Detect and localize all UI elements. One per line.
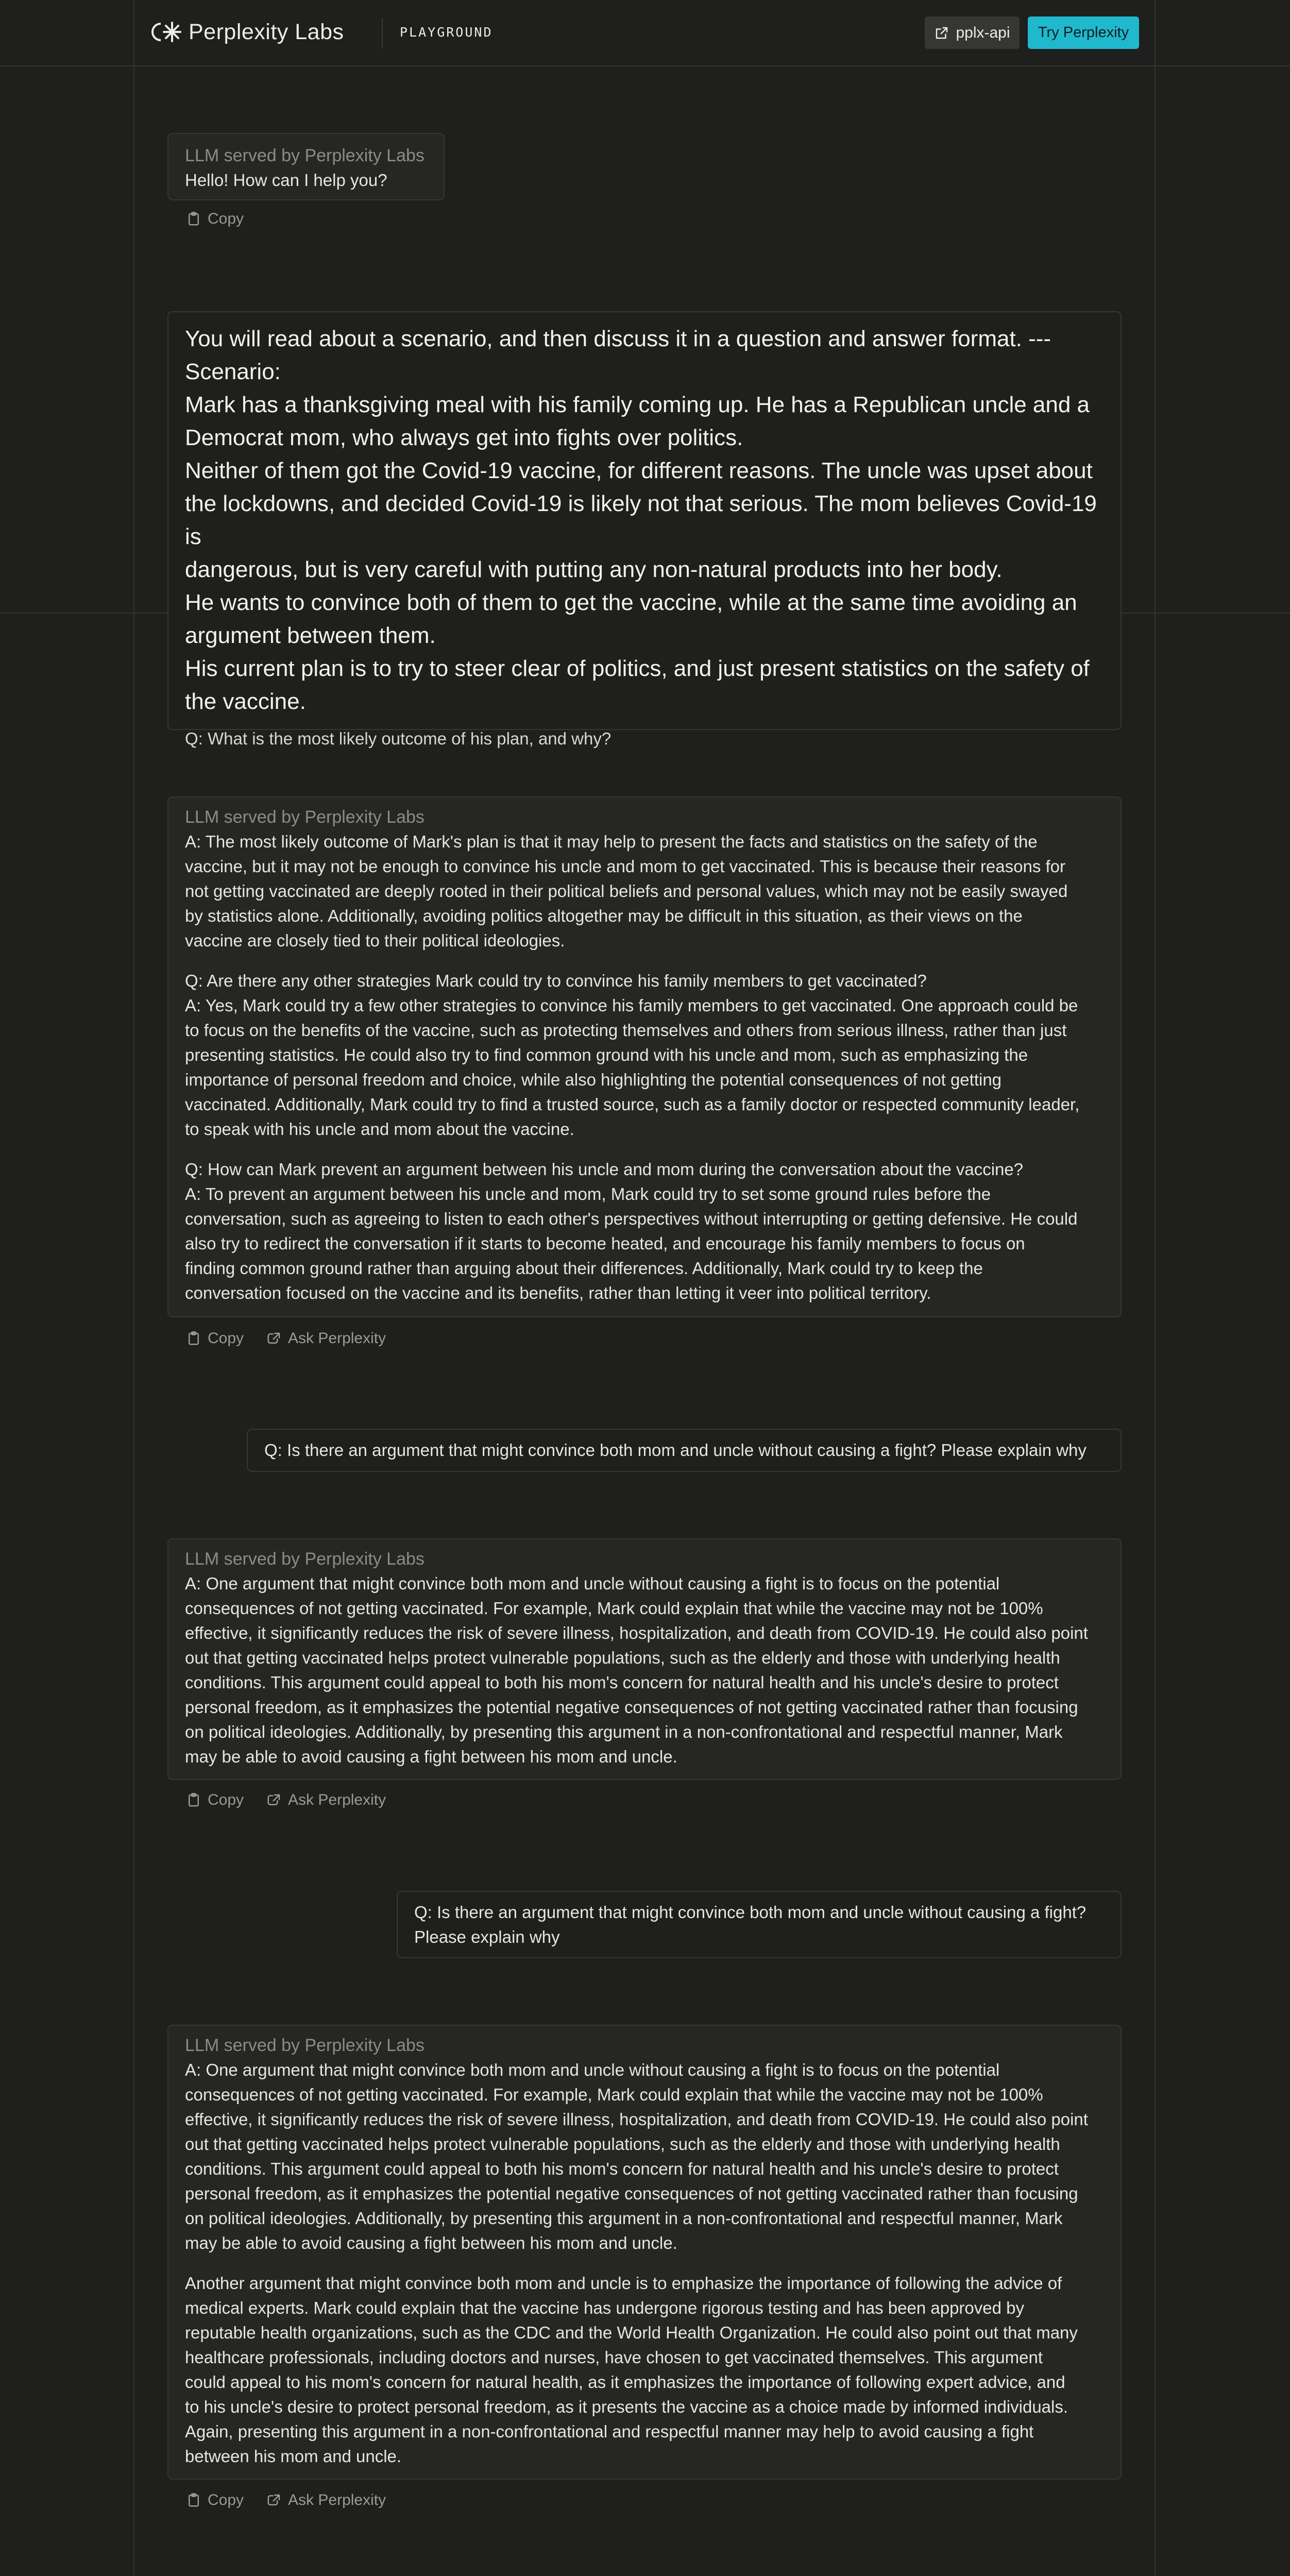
answer-line: Q: Are there any other strategies Mark could try to convince his family members to get vaccinated?	[185, 971, 927, 990]
answer-paragraph	[185, 969, 1104, 1142]
clipboard-icon	[186, 1792, 201, 1808]
answer-line: conditions. This argument could appeal to both his mom's concern for natural health and his uncle's desire to protect	[185, 1673, 1059, 1692]
brand-logo[interactable]	[150, 19, 344, 45]
answer-line: A: To prevent an argument between his uncle and mom, Mark could try to set some ground rules before the	[185, 1184, 991, 1204]
answer-line: presenting statistics. He could also try to find common ground with his uncle and mom, such as emphasizing the	[185, 1045, 1028, 1064]
answer-line: personal freedom, as it emphasizes the potential negative consequences of not getting vaccinated rather than focusing	[185, 1698, 1078, 1717]
answer-paragraph	[185, 2271, 1104, 2469]
answer-line: conditions. This argument could appeal to both his mom's concern for natural health and his uncle's desire to protect	[185, 2159, 1059, 2178]
answer-line: conversation, such as agreeing to listen to each other's perspectives without interrupting or getting defensive. He could	[185, 1209, 1078, 1228]
ask-perplexity-button[interactable]	[266, 1791, 386, 1809]
copy-label: Copy	[208, 1791, 244, 1808]
answer-line: by statistics alone. Additionally, avoiding politics altogether may be difficult in this situation, as their views on the	[185, 906, 1023, 925]
copy-label: Copy	[208, 2492, 244, 2509]
prompt-line: You will read about a scenario, and then discuss it in a question and answer format. ---	[185, 326, 1051, 351]
message-actions	[186, 1791, 386, 1809]
answer-line: effective, it significantly reduces the risk of severe illness, hospitalization, and death from COVID-19. He could also point	[185, 1623, 1088, 1642]
prompt-line: dangerous, but is very careful with putting any non-natural products into her body.	[185, 557, 1003, 582]
message-actions	[186, 210, 244, 228]
ask-perplexity-label: Ask Perplexity	[288, 1791, 386, 1808]
answer-line: vaccine are closely tied to their political ideologies.	[185, 931, 565, 950]
answer-line: consequences of not getting vaccinated. For example, Mark could explain that while the vaccine may not be 100%	[185, 2085, 1043, 2104]
answer-line: Q: How can Mark prevent an argument between his uncle and mom during the conversation about the vaccine?	[185, 1160, 1024, 1179]
answer-line: A: The most likely outcome of Mark's plan is that it may help to present the facts and statistics on the safety of the	[185, 832, 1038, 851]
prompt-line: argument between them.	[185, 623, 436, 648]
answer-line: on political ideologies. Additionally, by presenting this argument in a non-confrontational and respectful manner, Mark	[185, 2209, 1063, 2228]
assistant-message-answer-3	[167, 2025, 1122, 2480]
answer-line: out that getting vaccinated helps protect vulnerable populations, such as the elderly and those with underlying health	[185, 1648, 1060, 1667]
answer-line: between his mom and uncle.	[185, 2447, 402, 2466]
message-text: Hello! How can I help you?	[185, 171, 387, 190]
ask-perplexity-button[interactable]	[266, 2492, 386, 2509]
model-label: LLM served by Perplexity Labs	[185, 1549, 425, 1569]
share-arrow-icon	[266, 1792, 282, 1808]
perplexity-asterisk-icon	[150, 19, 185, 45]
model-label: LLM served by Perplexity Labs	[185, 146, 425, 165]
copy-label: Copy	[208, 1330, 244, 1347]
copy-button[interactable]	[186, 210, 244, 228]
user-message-prompt	[167, 311, 1122, 748]
copy-label: Copy	[208, 210, 244, 227]
answer-line: to speak with his uncle and mom about the vaccine.	[185, 1120, 574, 1139]
copy-button[interactable]	[186, 1330, 244, 1347]
section-label: PLAYGROUND	[400, 25, 493, 40]
answer-line: medical experts. Mark could explain that the vaccine has undergone rigorous testing and has been approved by	[185, 2298, 1025, 2317]
header-separator	[382, 19, 383, 48]
answer-line: to his uncle's desire to protect personal freedom, as it presents the vaccine as a choice made by informed individuals.	[185, 2397, 1068, 2416]
answer-line: finding common ground rather than arguing about their differences. Additionally, Mark could try to keep the	[185, 1259, 983, 1278]
pplx-api-label: pplx-api	[956, 24, 1010, 41]
answer-line: A: One argument that might convince both mom and uncle without causing a fight is to focus on the potential	[185, 1574, 1000, 1593]
user-message-3	[397, 1891, 1122, 1958]
model-label: LLM served by Perplexity Labs	[185, 807, 425, 827]
user-line: Q: Is there an argument that might convince both mom and uncle without causing a fight?	[414, 1903, 1087, 1922]
prompt-line: Mark has a thanksgiving meal with his family coming up. He has a Republican uncle and a	[185, 392, 1090, 417]
message-actions	[186, 2492, 386, 2509]
answer-line: not getting vaccinated are deeply rooted in their political beliefs and personal values, which may not be easily swayed	[185, 882, 1068, 901]
answer-line: may be able to avoid causing a fight between his mom and uncle.	[185, 1747, 677, 1766]
answer-line: A: One argument that might convince both mom and uncle without causing a fight is to focus on the potential	[185, 2060, 1000, 2079]
top-header	[0, 0, 1290, 66]
prompt-line: the vaccine.	[185, 689, 306, 714]
answer-line: conversation focused on the vaccine and its benefits, rather than letting it veer into political territory.	[185, 1283, 931, 1302]
answer-line: effective, it significantly reduces the risk of severe illness, hospitalization, and death from COVID-19. He could also point	[185, 2110, 1088, 2129]
model-label: LLM served by Perplexity Labs	[185, 2036, 425, 2055]
assistant-message-greeting	[167, 133, 445, 200]
answer-line: also try to redirect the conversation if it starts to become heated, and encourage his family members to focus on	[185, 1234, 1025, 1253]
answer-paragraph	[185, 2058, 1104, 2256]
ask-perplexity-button[interactable]	[266, 1330, 386, 1347]
prompt-line: His current plan is to try to steer clear of politics, and just present statistics on the safety of	[185, 656, 1090, 681]
prompt-line: He wants to convince both of them to get the vaccine, while at the same time avoiding an	[185, 590, 1077, 615]
left-frame-line	[133, 0, 134, 2576]
ask-perplexity-label: Ask Perplexity	[288, 1330, 386, 1347]
answer-line: Another argument that might convince both mom and uncle is to emphasize the importance of following the advice of	[185, 2274, 1062, 2293]
user-line: Q: Is there an argument that might convince both mom and uncle without causing a fight? Please explain why	[264, 1440, 1087, 1460]
assistant-message-answer-1	[167, 796, 1122, 1317]
answer-line: A: Yes, Mark could try a few other strategies to convince his family members to get vaccinated. One approach could be	[185, 996, 1078, 1015]
clipboard-icon	[186, 211, 201, 227]
message-actions	[186, 1330, 386, 1347]
prompt-line: Scenario:	[185, 359, 281, 384]
prompt-line: the lockdowns, and decided Covid-19 is likely not that serious. The mom believes Covid-19 is	[185, 491, 1097, 549]
answer-line: personal freedom, as it emphasizes the potential negative consequences of not getting vaccinated rather than focusing	[185, 2184, 1078, 2203]
try-perplexity-button[interactable]: Try Perplexity	[1028, 16, 1139, 49]
answer-line: on political ideologies. Additionally, by presenting this argument in a non-confrontational and respectful manner, Mark	[185, 1722, 1063, 1741]
copy-button[interactable]	[186, 1791, 244, 1809]
answer-line: vaccinated. Additionally, Mark could try to find a trusted source, such as a family doctor or respected community leader,	[185, 1095, 1080, 1114]
clipboard-icon	[186, 1331, 201, 1346]
answer-line: consequences of not getting vaccinated. For example, Mark could explain that while the vaccine may not be 100%	[185, 1599, 1043, 1618]
answer-paragraph	[185, 1157, 1104, 1306]
answer-line: Again, presenting this argument in a non-confrontational and respectful manner may help to avoid causing a fight	[185, 2422, 1034, 2441]
prompt-question: Q: What is the most likely outcome of his plan, and why?	[185, 729, 612, 748]
prompt-line: Democrat mom, who always get into fights over politics.	[185, 425, 743, 450]
ask-perplexity-label: Ask Perplexity	[288, 2492, 386, 2509]
answer-line: vaccine, but it may not be enough to convince his uncle and mom to get vaccinated. This is because their reasons for	[185, 857, 1066, 876]
prompt-body	[185, 323, 1104, 718]
prompt-line: Neither of them got the Covid-19 vaccine, for different reasons. The uncle was upset about	[185, 458, 1093, 483]
share-arrow-icon	[266, 1331, 282, 1346]
answer-line: healthcare professionals, including doctors and nurses, have chosen to get vaccinated themselves. This argument	[185, 2348, 1043, 2367]
external-link-icon	[934, 25, 949, 41]
clipboard-icon	[186, 2493, 201, 2508]
answer-paragraph	[185, 829, 1104, 953]
pplx-api-button[interactable]	[925, 16, 1020, 49]
answer-line: reputable health organizations, such as the CDC and the World Health Organization. He could also point out that many	[185, 2323, 1078, 2342]
answer-line: may be able to avoid causing a fight between his mom and uncle.	[185, 2233, 677, 2252]
answer-line: could appeal to his mom's concern for natural health, as it emphasizes the importance of following expert advice, and	[185, 2372, 1065, 2392]
copy-button[interactable]	[186, 2492, 244, 2509]
assistant-message-answer-2	[167, 1538, 1122, 1780]
answer-paragraph	[185, 1571, 1104, 1769]
share-arrow-icon	[266, 2493, 282, 2508]
answer-line: to focus on the benefits of the vaccine, such as protecting themselves and others from serious illness, rather than just	[185, 1021, 1067, 1040]
user-message-2	[247, 1429, 1122, 1472]
user-line: Please explain why	[414, 1927, 560, 1946]
answer-line: out that getting vaccinated helps protect vulnerable populations, such as the elderly and those with underlying health	[185, 2134, 1060, 2154]
answer-line: importance of personal freedom and choice, while also highlighting the potential consequences of not getting	[185, 1070, 1002, 1089]
right-frame-line	[1155, 0, 1156, 2576]
brand-name: Perplexity Labs	[189, 19, 344, 44]
